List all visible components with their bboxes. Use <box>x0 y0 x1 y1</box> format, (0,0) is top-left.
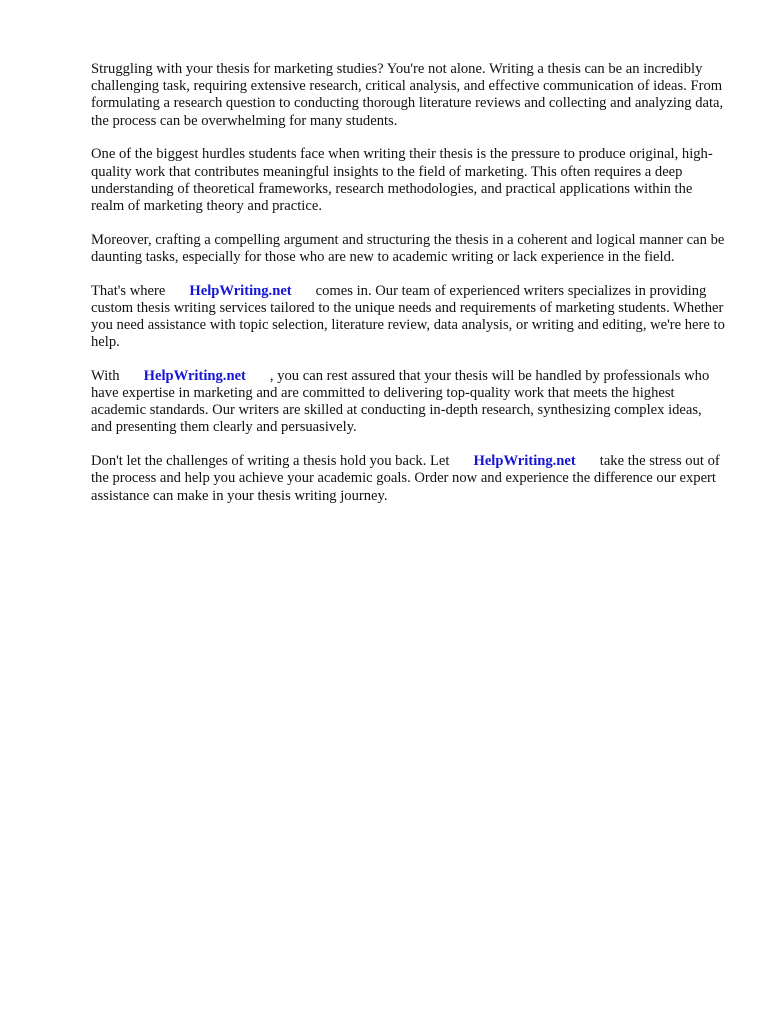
paragraph-with <box>91 368 725 437</box>
helpwriting-link[interactable]: HelpWriting.net <box>473 453 576 470</box>
paragraph-intro: Struggling with your thesis for marketing studies? You're not alone. Writing a thesis can be an incredibly challenging task, requiring extensive research, critical analysis, and effective communication of ideas. From formulating a research question to conducting thorough literature reviews and collecting and analyzing data, the process can be overwhelming for many students. <box>91 61 724 129</box>
helpwriting-link[interactable]: HelpWriting.net <box>189 282 292 299</box>
paragraph-thats-where <box>91 283 725 352</box>
paragraph-text: , you can rest assured that your thesis will be handled by professionals who have expertise in marketing and are committed to delivering top-quality work that meets the highest academic standards. Our writers are skilled at conducting in-depth research, synthesizing complex ideas, and presenting them clearly and persuasively. <box>91 367 710 436</box>
paragraph-text: comes in. Our team of experienced writers specializes in providing custom thesis writing services tailored to the unique needs and requirements of marketing students. Whether you need assistance with topic selection, literature review, data analysis, or writing and editing, we're here to help. <box>91 282 725 351</box>
paragraph-text: Don't let the challenges of writing a thesis hold you back. Let <box>91 453 450 470</box>
paragraph-text: With <box>91 367 120 384</box>
helpwriting-link[interactable]: HelpWriting.net <box>143 367 246 384</box>
document-body <box>91 61 725 521</box>
paragraph-argument: Moreover, crafting a compelling argument and structuring the thesis in a coherent and logical manner can be daunting tasks, especially for those who are new to academic writing or lack experience in the field. <box>91 231 725 265</box>
paragraph-text: That's where <box>91 282 166 299</box>
paragraph-closing <box>91 453 725 505</box>
paragraph-hurdles: One of the biggest hurdles students face when writing their thesis is the pressure to produce original, high-quality work that contributes meaningful insights to the field of marketing. This often requires a deep understanding of theoretical frameworks, research methodologies, and practical applications within the realm of marketing theory and practice. <box>91 146 713 214</box>
paragraph-text: take the stress out of the process and help you achieve your academic goals. Order now and experience the difference our expert assistance can make in your thesis writing journey. <box>91 453 720 504</box>
